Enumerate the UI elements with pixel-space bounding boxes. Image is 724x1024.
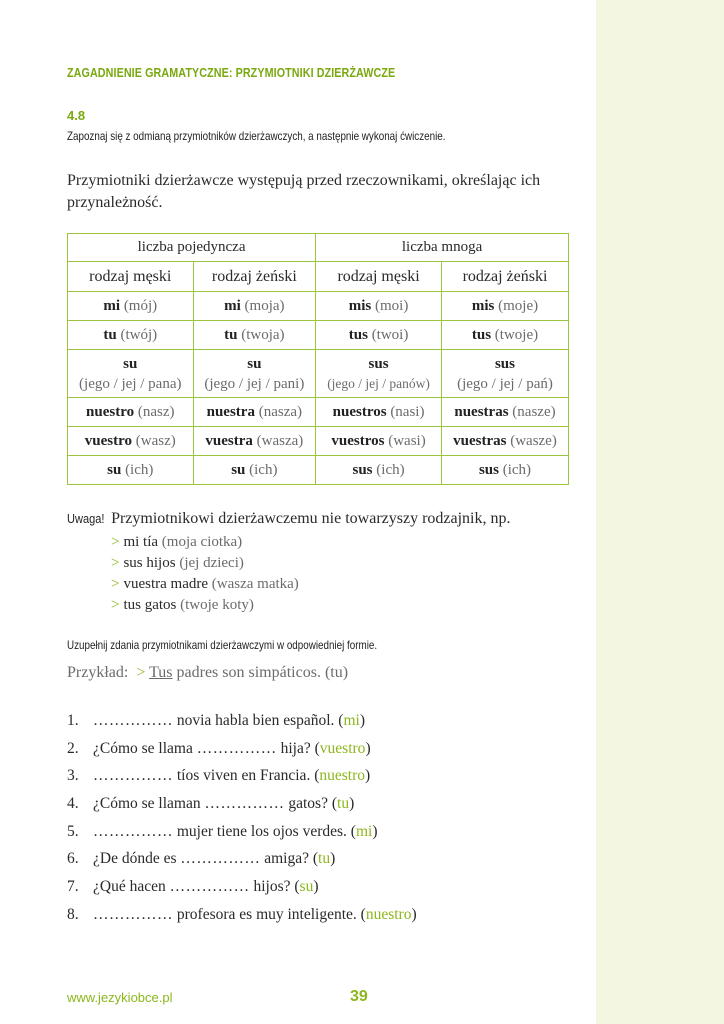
exercise-sentence (67, 793, 417, 821)
exercise-number: 4.8 (67, 108, 86, 123)
table-row (68, 398, 569, 427)
hint-word: mi (343, 712, 360, 729)
polish-translation: (jej dzieci) (179, 555, 244, 571)
translation: (moja) (244, 297, 285, 314)
possessive-word: vuestros (331, 432, 385, 449)
list-item (111, 574, 299, 595)
header-gender: rodzaj męski (316, 262, 442, 292)
table-cell (193, 292, 316, 321)
possessive-word: sus (352, 461, 373, 478)
table-cell (441, 427, 568, 456)
exercise-sentence (67, 904, 417, 932)
sentence-text: mujer tiene los ojos verdes. ( (176, 822, 356, 840)
table-cell (316, 398, 442, 427)
sentence-close: ) (330, 850, 336, 868)
possessive-word: vuestra (205, 432, 253, 449)
sentence-close: ) (349, 795, 355, 813)
table-group-header-row (68, 234, 569, 262)
table-gender-header-row (68, 262, 569, 292)
table-cell (68, 321, 194, 350)
note-text: Przymiotnikowi dzierżawczemu nie towarzyszy rodzajnik, np. (111, 510, 511, 527)
blank-field[interactable]: …………… (93, 712, 173, 729)
header-singular: liczba pojedyncza (68, 234, 316, 262)
table-cell (68, 427, 194, 456)
table-cell (441, 350, 568, 398)
hint-word: tu (337, 795, 350, 813)
translation: (twój) (120, 326, 158, 343)
possessive-word: su (231, 461, 246, 478)
table-cell (441, 321, 568, 350)
table-row (68, 350, 569, 398)
translation: (nasz) (137, 403, 175, 420)
note-examples-list (111, 532, 299, 616)
translation: (jego / jej / pań) (457, 375, 553, 392)
table-body (68, 292, 569, 485)
sentence-text: amiga? ( (264, 850, 319, 868)
polish-translation: (wasza matka) (211, 576, 299, 592)
sentence-close: ) (411, 905, 417, 923)
sentence-text: hija? ( (280, 739, 320, 757)
sentence-prefix: ¿Cómo se llaman (93, 795, 205, 813)
exercise-sentence (67, 821, 417, 849)
polish-translation: (moja ciotka) (161, 534, 243, 550)
sentence-prefix: ¿De dónde es (93, 850, 181, 868)
possessive-word: su (123, 355, 138, 372)
sentence-number: 6. (67, 850, 79, 868)
possessive-word: tus (471, 326, 492, 343)
polish-translation: (twoje koty) (180, 597, 254, 613)
note (67, 510, 511, 528)
translation: (jego / jej / pani) (204, 375, 305, 392)
hint-word: nuestro (319, 767, 365, 785)
sentence-close: ) (365, 767, 371, 785)
sentence-close: ) (365, 739, 371, 757)
header-gender: rodzaj męski (68, 262, 194, 292)
spanish-phrase: sus hijos (123, 555, 176, 571)
sentence-number: 1. (67, 712, 79, 729)
possessive-word: mis (348, 297, 372, 314)
translation: (ich) (376, 461, 405, 478)
translation: (moi) (375, 297, 409, 314)
table-cell (316, 456, 442, 485)
example-label: Przykład: (67, 664, 129, 681)
task-instruction: Uzupełnij zdania przymiotnikami dzierżawczymi w odpowiedniej formie. (67, 638, 378, 652)
sentence-prefix: ¿Qué hacen (93, 878, 170, 896)
possessive-word: tu (224, 326, 238, 343)
footer-url[interactable]: www.jezykiobce.pl (67, 990, 173, 1005)
exercise-sentence (67, 710, 417, 738)
sentence-number: 5. (67, 822, 79, 840)
sentence-close: ) (372, 822, 378, 840)
possessive-word: vuestras (453, 432, 507, 449)
arrow-icon: > (111, 534, 120, 550)
arrow-icon: > (111, 597, 120, 613)
arrow-icon: > (111, 576, 120, 592)
translation: (twoi) (371, 326, 409, 343)
table-cell (316, 292, 442, 321)
sentence-text: profesora es muy inteligente. ( (176, 905, 366, 923)
list-item (111, 553, 299, 574)
table-row (68, 292, 569, 321)
table-cell (441, 292, 568, 321)
table-cell (193, 427, 316, 456)
blank-field[interactable]: …………… (93, 767, 173, 785)
table-cell (441, 398, 568, 427)
arrow-icon: > (111, 555, 120, 571)
translation: (nasi) (390, 403, 425, 420)
exercise-sentence (67, 848, 417, 876)
page-number: 39 (350, 988, 368, 1005)
page-margin-band (596, 0, 724, 1024)
list-item (111, 595, 299, 616)
sentence-number: 2. (67, 739, 79, 757)
possessive-word: su (107, 461, 122, 478)
exercise-sentence (67, 765, 417, 793)
header-gender: rodzaj żeński (441, 262, 568, 292)
header-gender: rodzaj żeński (193, 262, 316, 292)
possessive-word: mi (224, 297, 241, 314)
blank-field[interactable]: …………… (93, 905, 173, 923)
sentence-number: 3. (67, 767, 79, 785)
spanish-phrase: vuestra madre (123, 576, 209, 592)
sentence-text: novia habla bien español. ( (176, 712, 344, 729)
translation: (moje) (498, 297, 539, 314)
hint-word: su (299, 878, 314, 896)
translation: (ich) (125, 461, 154, 478)
table-row (68, 321, 569, 350)
sentence-close: ) (313, 878, 319, 896)
table-cell (316, 321, 442, 350)
translation: (twoje) (494, 326, 539, 343)
sentence-prefix: ¿Cómo se llama (93, 739, 197, 757)
translation: (jego / jej / pana) (79, 375, 182, 392)
table-cell (193, 398, 316, 427)
blank-field[interactable]: …………… (180, 850, 261, 868)
table-row (68, 456, 569, 485)
spanish-phrase: tus gatos (123, 597, 177, 613)
intro-paragraph: Przymiotniki dzierżawcze występują przed rzeczownikami, określając ich przynależność. (67, 172, 541, 211)
translation: (nasza) (258, 403, 303, 420)
table-cell (193, 456, 316, 485)
section-title: ZAGADNIENIE GRAMATYCZNE: PRZYMIOTNIKI DZIERŻAWCZE (67, 66, 396, 80)
blank-field[interactable]: …………… (93, 822, 173, 840)
translation: (ich) (249, 461, 278, 478)
sentence-close: ) (359, 712, 365, 729)
possessive-word: sus (478, 461, 499, 478)
translation: (wasz) (135, 432, 176, 449)
exercise-sentence (67, 876, 417, 904)
table-cell (316, 427, 442, 456)
translation: (twoja) (241, 326, 285, 343)
translation: (wasze) (510, 432, 557, 449)
table-row (68, 427, 569, 456)
sentence-number: 8. (67, 905, 79, 923)
possessive-word: nuestro (86, 403, 135, 420)
translation: (nasze) (512, 403, 556, 420)
list-item (111, 532, 299, 553)
possessive-word: tus (348, 326, 368, 343)
sentence-number: 7. (67, 878, 79, 896)
possessive-word: su (247, 355, 262, 372)
possessive-word: mis (471, 297, 495, 314)
table-cell (68, 398, 194, 427)
spanish-phrase: mi tía (123, 534, 159, 550)
example-rest: padres son simpáticos. (tu) (172, 664, 349, 681)
table-cell (68, 292, 194, 321)
exercise-instruction: Zapoznaj się z odmianą przymiotników dzierżawczych, a następnie wykonaj ćwiczenie. (67, 129, 446, 143)
sentence-text: hijos? ( (253, 878, 300, 896)
possessive-word: vuestro (84, 432, 133, 449)
note-label: Uwaga! (67, 511, 105, 526)
translation: (wasza) (256, 432, 304, 449)
table-cell (193, 321, 316, 350)
possessive-word: nuestras (454, 403, 509, 420)
arrow-icon: > (136, 664, 146, 681)
blank-field[interactable]: …………… (204, 795, 285, 813)
sentence-text: gatos? ( (288, 795, 338, 813)
blank-field[interactable]: …………… (169, 878, 250, 896)
sentence-text: tíos viven en Francia. ( (176, 767, 320, 785)
sentence-number: 4. (67, 795, 79, 813)
possessive-word: sus (368, 355, 389, 372)
possessive-word: nuestra (206, 403, 255, 420)
possessive-word: sus (494, 355, 515, 372)
translation: (jego / jej / panów) (327, 375, 430, 391)
sentence-list (67, 710, 417, 932)
header-plural: liczba mnoga (316, 234, 569, 262)
hint-word: nuestro (365, 905, 412, 923)
task-example (67, 664, 348, 682)
hint-word: mi (355, 822, 373, 840)
example-answer: Tus (149, 664, 173, 681)
possessive-word: nuestros (332, 403, 387, 420)
possessive-word: tu (103, 326, 117, 343)
translation: (wasi) (388, 432, 426, 449)
table-cell (193, 350, 316, 398)
hint-word: vuestro (319, 739, 366, 757)
translation: (ich) (502, 461, 532, 478)
table-cell (316, 350, 442, 398)
translation: (mój) (123, 297, 158, 314)
exercise-sentence (67, 738, 417, 766)
blank-field[interactable]: …………… (196, 739, 277, 757)
table-cell (68, 456, 194, 485)
table-cell (441, 456, 568, 485)
possessive-word: mi (103, 297, 121, 314)
hint-word: tu (318, 850, 331, 868)
possessives-table (67, 233, 569, 485)
table-cell (68, 350, 194, 398)
